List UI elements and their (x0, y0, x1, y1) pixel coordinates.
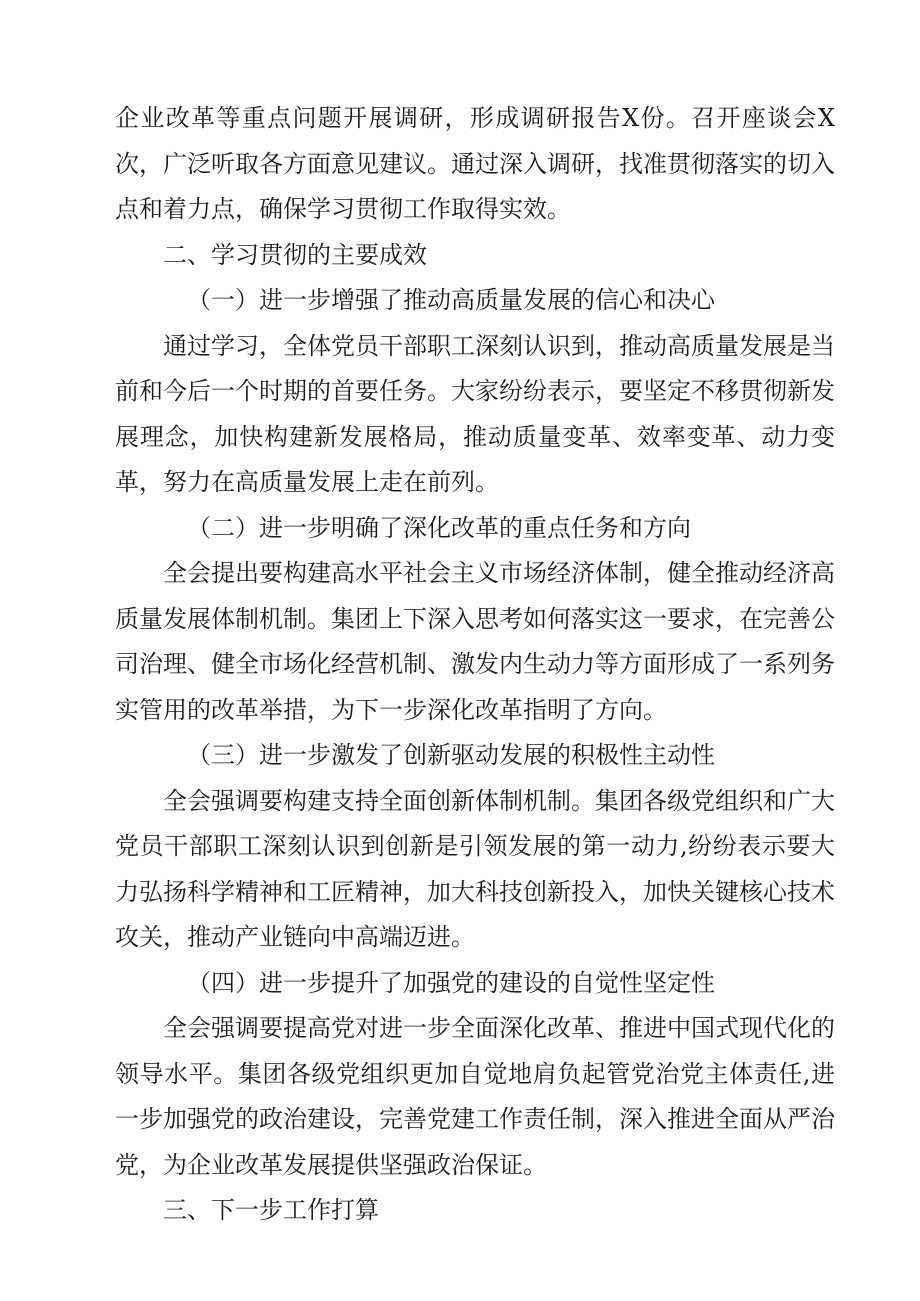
section-heading-next-steps: 三、下一步工作打算 (163, 1196, 379, 1224)
subsection-heading-3: （三）进一步激发了创新驱动发展的积极性主动性 (187, 741, 715, 769)
document-body (115, 96, 835, 1234)
subsection-heading-4: （四）进一步提升了加强党的建设的自觉性坚定性 (187, 968, 715, 997)
section-heading-achievements: 二、学习贯彻的主要成效 (163, 240, 427, 269)
subsection-heading-2: （二）进一步明确了深化改革的重点任务和方向 (187, 513, 691, 542)
paragraph-body-4: 全会强调要提高党对进一步全面深化改革、推进中国式现代化的领导水平。集团各级党组织更加自觉地肩负起管党治党主体责任,进一步加强党的政治建设，完善党建工作责任制，深入推进全面从严治党，为企业改革发展提供坚强政治保证。 (115, 1014, 835, 1179)
paragraph-body-1: 通过学习，全体党员干部职工深刻认识到，推动高质量发展是当前和今后一个时期的首要任务。大家纷纷表示，要坚定不移贯彻新发展理念，加快构建新发展格局，推动质量变革、效率变革、动力变革，努力在高质量发展上走在前列。 (115, 331, 835, 496)
paragraph-body-2: 全会提出要构建高水平社会主义市场经济体制，健全推动经济高质量发展体制机制。集团上下深入思考如何落实这一要求，在完善公司治理、健全市场化经营机制、激发内生动力等方面形成了一系列务实管用的改革举措，为下一步深化改革指明了方向。 (115, 559, 835, 724)
paragraph-body-3: 全会强调要构建支持全面创新体制机制。集团各级党组织和广大党员干部职工深刻认识到创新是引领发展的第一动力,纷纷表示要大力弘扬科学精神和工匠精神，加大科技创新投入，加快关键核心技术攻关，推动产业链向中高端迈进。 (115, 786, 835, 951)
paragraph-continued: 企业改革等重点问题开展调研，形成调研报告X份。召开座谈会X次，广泛听取各方面意见建议。通过深入调研，找准贯彻落实的切入点和着力点，确保学习贯彻工作取得实效。 (115, 104, 835, 223)
subsection-heading-1: （一）进一步增强了推动高质量发展的信心和决心 (187, 286, 715, 314)
